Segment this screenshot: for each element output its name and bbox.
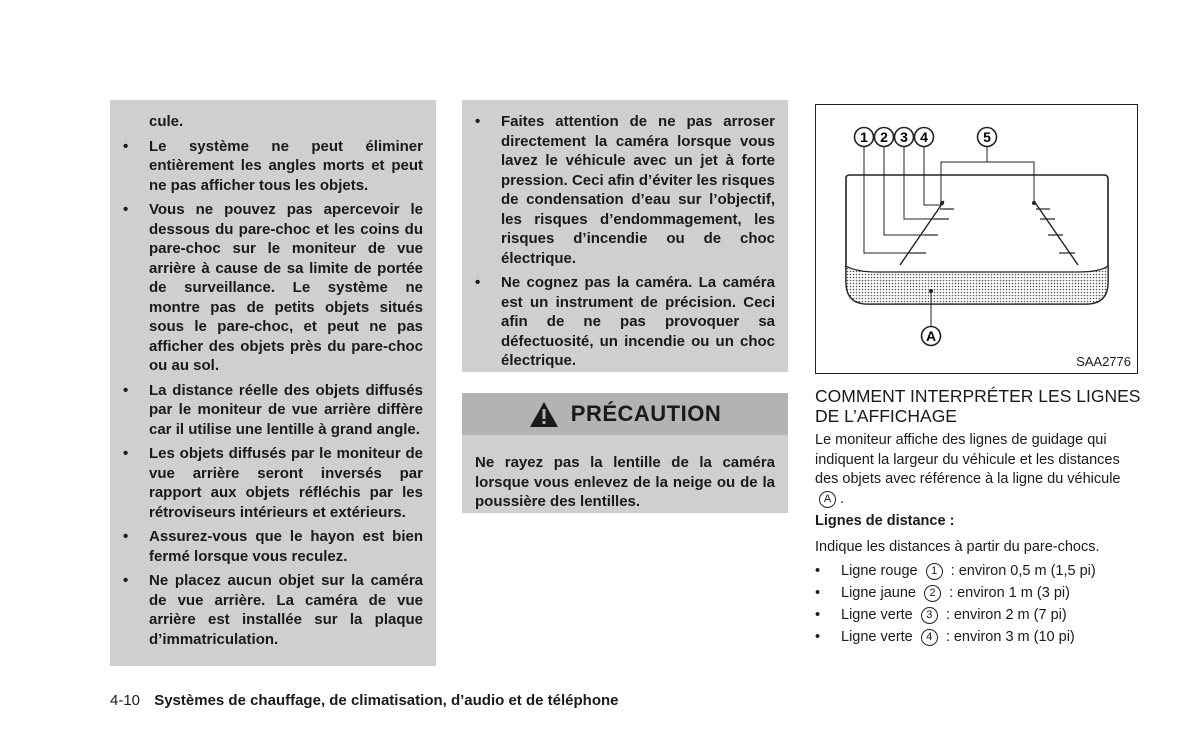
- rear-camera-diagram: [815, 104, 1138, 374]
- left-bullet-list: [123, 137, 423, 650]
- subheading-distance-lines: Lignes de distance :: [815, 513, 955, 529]
- label-1: 1: [860, 129, 868, 145]
- number-3-icon: 3: [921, 607, 938, 624]
- list-item: • Ne placez aucun objet sur la caméra de vue arrière. La caméra de vue arrière est installée sur la plaque d’immatriculation.: [123, 572, 423, 648]
- bullet-icon: •: [815, 607, 821, 623]
- list-item: • Ligne rouge 1 : environ 0,5 m (1,5 pi): [815, 563, 1096, 579]
- label-4: 4: [920, 129, 928, 145]
- middle-column-panel: [462, 100, 788, 372]
- page-footer: [110, 692, 619, 709]
- list-item: • Assurez-vous que le hayon est bien fermé lorsque vous reculez.: [123, 528, 423, 565]
- continued-text: cule.: [149, 113, 184, 130]
- chapter-title: Systèmes de chauffage, de climatisation, d’audio et de téléphone: [154, 692, 619, 709]
- list-item: • Les objets diffusés par le moniteur de vue arrière seront inversés par rapport aux objets réfléchis par les rétroviseurs intérieurs et extérieurs.: [123, 445, 423, 521]
- intro-paragraph: Le moniteur affiche des lignes de guidage qui indiquent la largeur du véhicule et les distances des objets avec référence à la ligne du véhicule A .: [815, 432, 1121, 507]
- page-number: 4-10: [110, 692, 141, 709]
- left-column-panel: [110, 100, 436, 666]
- bullet-icon: •: [123, 201, 129, 218]
- list-item: • Vous ne pouvez pas apercevoir le dessous du pare-choc et les coins du pare-choc sur le moniteur de vue arrière à cause de sa limite de portée de surveillance. Le système ne montre pas de petits objets situés sous le pare-choc, et peut ne pas afficher des objets près du pare-choc ou au sol.: [123, 201, 423, 374]
- distance-paragraph: Indique les distances à partir du pare-chocs.: [815, 539, 1100, 555]
- list-item: • Le système ne peut éliminer entièrement les angles morts et peut ne pas afficher tous les objets.: [123, 137, 423, 194]
- bullet-icon: •: [123, 137, 129, 155]
- bullet-icon: •: [815, 629, 821, 645]
- caution-box: [462, 393, 788, 513]
- diagram-code: SAA2776: [1076, 354, 1131, 369]
- bullet-icon: •: [123, 445, 129, 462]
- number-1-icon: 1: [926, 563, 943, 580]
- number-4-icon: 4: [921, 629, 938, 646]
- list-item: • Ligne verte 4 : environ 3 m (10 pi): [815, 629, 1075, 645]
- distance-list: [815, 561, 1143, 649]
- bullet-icon: •: [123, 572, 129, 589]
- label-2: 2: [880, 129, 888, 145]
- caution-header: [462, 393, 788, 435]
- bullet-icon: •: [475, 113, 481, 130]
- section-title: COMMENT INTERPRÉTER LES LIGNES DE L’AFFICHAGE: [815, 386, 1141, 426]
- number-2-icon: 2: [924, 585, 941, 602]
- label-3: 3: [900, 129, 908, 145]
- bullet-icon: •: [123, 381, 129, 399]
- warning-icon: [529, 401, 559, 428]
- label-a: A: [925, 328, 937, 344]
- caution-title: PRÉCAUTION: [570, 401, 722, 426]
- list-item: • Ne cognez pas la caméra. La caméra est un instrument de précision. Ceci afin de ne pas provoquer sa défectuosité, un incendie ou un choc électrique.: [475, 274, 775, 369]
- bullet-icon: •: [815, 585, 821, 601]
- bullet-icon: •: [475, 274, 481, 291]
- list-item: • Faites attention de ne pas arroser directement la caméra lorsque vous lavez le véhicule avec un jet à forte pression. Ceci afin d’éviter les risques de condensation d’eau sur l’objectif, les risques d’endommagement, les risques d’incendie ou de choc électrique.: [475, 113, 775, 267]
- bullet-icon: •: [123, 528, 129, 545]
- middle-bullet-list: [475, 112, 775, 371]
- label-5: 5: [983, 129, 991, 145]
- bullet-icon: •: [815, 563, 821, 579]
- list-item: • Ligne verte 3 : environ 2 m (7 pi): [815, 607, 1067, 623]
- guide-lines-illustration: [816, 105, 1136, 372]
- caution-text: Ne rayez pas la lentille de la caméra lorsque vous enlevez de la neige ou de la poussière des lentilles.: [475, 454, 775, 510]
- list-item: • La distance réelle des objets diffusés par le moniteur de vue arrière diffère car il utilise une lentille à grand angle.: [123, 381, 423, 438]
- ref-a-icon: A: [819, 491, 836, 508]
- list-item: • Ligne jaune 2 : environ 1 m (3 pi): [815, 585, 1070, 601]
